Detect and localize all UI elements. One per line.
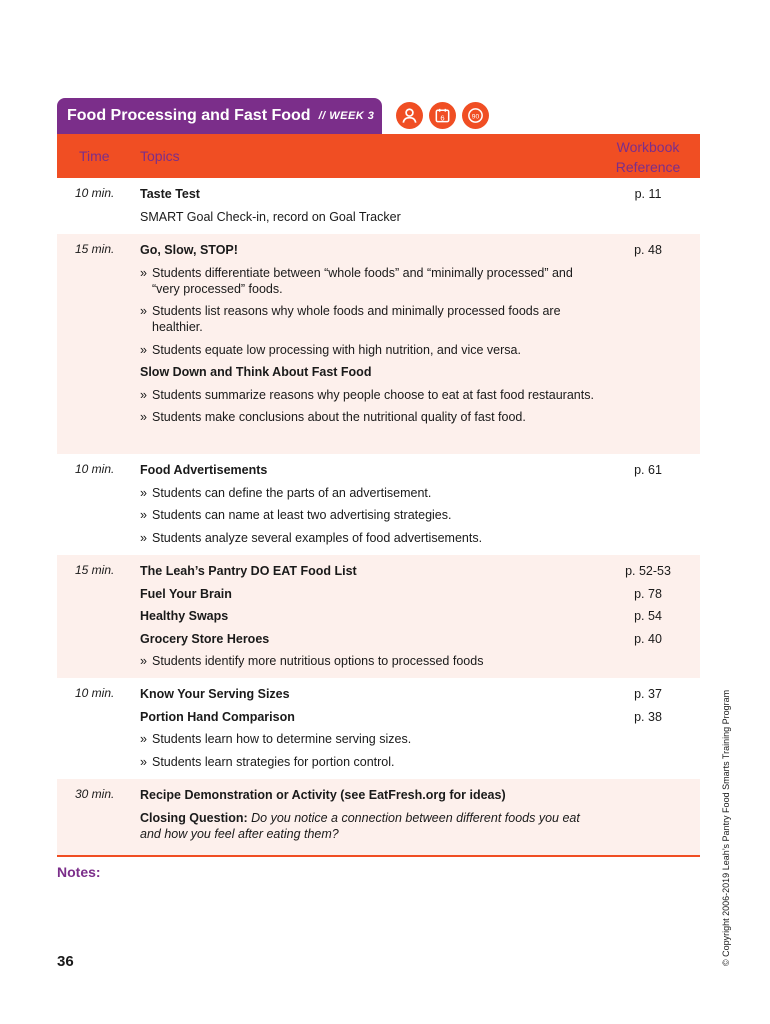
workbook-page-ref: p. 61 xyxy=(634,463,662,477)
row-time: 10 min. xyxy=(75,462,115,476)
table-row xyxy=(57,178,700,234)
bullet-marker: » xyxy=(140,530,147,545)
topic-bullet xyxy=(140,507,600,523)
table-header xyxy=(57,134,700,178)
workbook-page-ref: p. 54 xyxy=(634,609,662,623)
header-topics: Topics xyxy=(140,148,180,164)
row-time: 15 min. xyxy=(75,563,115,577)
row-time: 10 min. xyxy=(75,186,115,200)
row-topics xyxy=(140,242,600,425)
topic-bullet xyxy=(140,653,600,669)
table-row xyxy=(57,779,700,855)
topic-bullet xyxy=(140,342,600,358)
topic-bullet xyxy=(140,409,600,425)
row-references xyxy=(608,186,688,209)
topic-heading: Portion Hand Comparison xyxy=(140,709,295,724)
workbook-page-ref: p. 37 xyxy=(634,687,662,701)
bullet-marker: » xyxy=(140,508,147,522)
workbook-page-ref: p. 52-53 xyxy=(625,564,671,578)
bullet-marker: » xyxy=(140,387,147,402)
calendar-number: 6 xyxy=(440,113,445,123)
row-time: 10 min. xyxy=(75,686,115,700)
topic-heading: Grocery Store Heroes xyxy=(140,631,270,646)
topic-heading: Know Your Serving Sizes xyxy=(140,687,290,701)
workbook-page-ref: p. 78 xyxy=(634,586,662,601)
bullet-text: Students identify more nutritious options to processed foods xyxy=(152,654,484,668)
topic-bullet xyxy=(140,530,600,546)
calendar-icon xyxy=(429,102,456,129)
schedule-table xyxy=(57,134,700,857)
topic-bullet xyxy=(140,303,600,335)
row-topics xyxy=(140,787,600,842)
bullet-text: Students can name at least two advertising strategies. xyxy=(152,508,452,522)
bullet-text: Students list reasons why whole foods and minimally processed foods are healthier. xyxy=(152,304,561,334)
table-row xyxy=(57,678,700,779)
person-icon xyxy=(396,102,423,129)
section-title-tab xyxy=(57,98,382,134)
topic-bullet xyxy=(140,731,600,747)
topic-text: SMART Goal Check-in, record on Goal Tracker xyxy=(140,209,401,224)
workbook-page-ref: p. 11 xyxy=(634,187,662,201)
bullet-text: Students learn how to determine serving sizes. xyxy=(152,732,412,746)
row-references xyxy=(608,242,688,265)
workbook-page-ref: p. 48 xyxy=(634,243,662,257)
table-row xyxy=(57,555,700,678)
bullet-text: Students summarize reasons why people choose to eat at fast food restaurants. xyxy=(152,387,594,402)
row-topics xyxy=(140,186,600,225)
topic-bullet xyxy=(140,387,600,403)
bullet-text: Students make conclusions about the nutritional quality of fast food. xyxy=(152,410,526,424)
topic-bullet xyxy=(140,485,600,501)
row-references xyxy=(608,686,688,731)
topic-heading: Go, Slow, STOP! xyxy=(140,243,238,257)
notes-label: Notes: xyxy=(57,864,101,880)
topic-bullet xyxy=(140,265,600,297)
row-topics xyxy=(140,563,600,669)
topic-heading: Fuel Your Brain xyxy=(140,586,232,601)
row-topics xyxy=(140,686,600,770)
closing-question xyxy=(140,810,600,842)
bullet-marker: » xyxy=(140,410,147,424)
workbook-page-ref: p. 40 xyxy=(634,631,662,646)
row-time: 30 min. xyxy=(75,787,115,801)
topic-heading: Slow Down and Think About Fast Food xyxy=(140,365,372,379)
bullet-marker: » xyxy=(140,342,147,357)
table-row xyxy=(57,234,700,454)
topic-heading: The Leah’s Pantry DO EAT Food List xyxy=(140,564,357,578)
table-body xyxy=(57,178,700,855)
clock-icon xyxy=(462,102,489,129)
bullet-marker: » xyxy=(140,265,147,280)
bullet-text: Students differentiate between “whole foods” and “minimally processed” and “very processed” foods. xyxy=(152,265,573,296)
workbook-page-ref: p. 38 xyxy=(634,709,662,724)
bullet-text: Students learn strategies for portion control. xyxy=(152,754,395,769)
topic-bullet xyxy=(140,754,600,770)
topic-heading: Healthy Swaps xyxy=(140,609,229,623)
header-time: Time xyxy=(79,148,110,164)
row-topics xyxy=(140,462,600,546)
clock-number: 90 xyxy=(471,113,480,121)
topic-heading: Taste Test xyxy=(140,187,200,201)
icon-row xyxy=(396,102,489,129)
table-row xyxy=(57,454,700,555)
row-time: 15 min. xyxy=(75,242,115,256)
section-title: Food Processing and Fast Food xyxy=(67,107,311,124)
header-reference: Workbook Reference xyxy=(615,139,681,175)
row-references xyxy=(608,462,688,485)
closing-question-label: Closing Question: xyxy=(140,810,248,825)
bullet-text: Students analyze several examples of food advertisements. xyxy=(152,530,483,545)
week-label: // WEEK 3 xyxy=(318,110,375,122)
topic-heading: Food Advertisements xyxy=(140,463,268,477)
bullet-marker: » xyxy=(140,732,147,746)
bullet-text: Students can define the parts of an advertisement. xyxy=(152,485,432,500)
closing-question-text: Do you notice a connection between different foods you eat and how you feel after eating them? xyxy=(140,810,580,841)
copyright-text: © Copyright 2006-2019 Leah’s Pantry Food Smarts Training Program xyxy=(721,689,731,966)
bullet-text: Students equate low processing with high nutrition, and vice versa. xyxy=(152,342,521,357)
bullet-marker: » xyxy=(140,485,147,500)
bullet-marker: » xyxy=(140,754,147,769)
topic-heading: Recipe Demonstration or Activity (see EatFresh.org for ideas) xyxy=(140,788,506,802)
bullet-marker: » xyxy=(140,304,147,318)
page-number: 36 xyxy=(57,953,74,970)
bullet-marker: » xyxy=(140,654,147,668)
row-references xyxy=(608,563,688,653)
